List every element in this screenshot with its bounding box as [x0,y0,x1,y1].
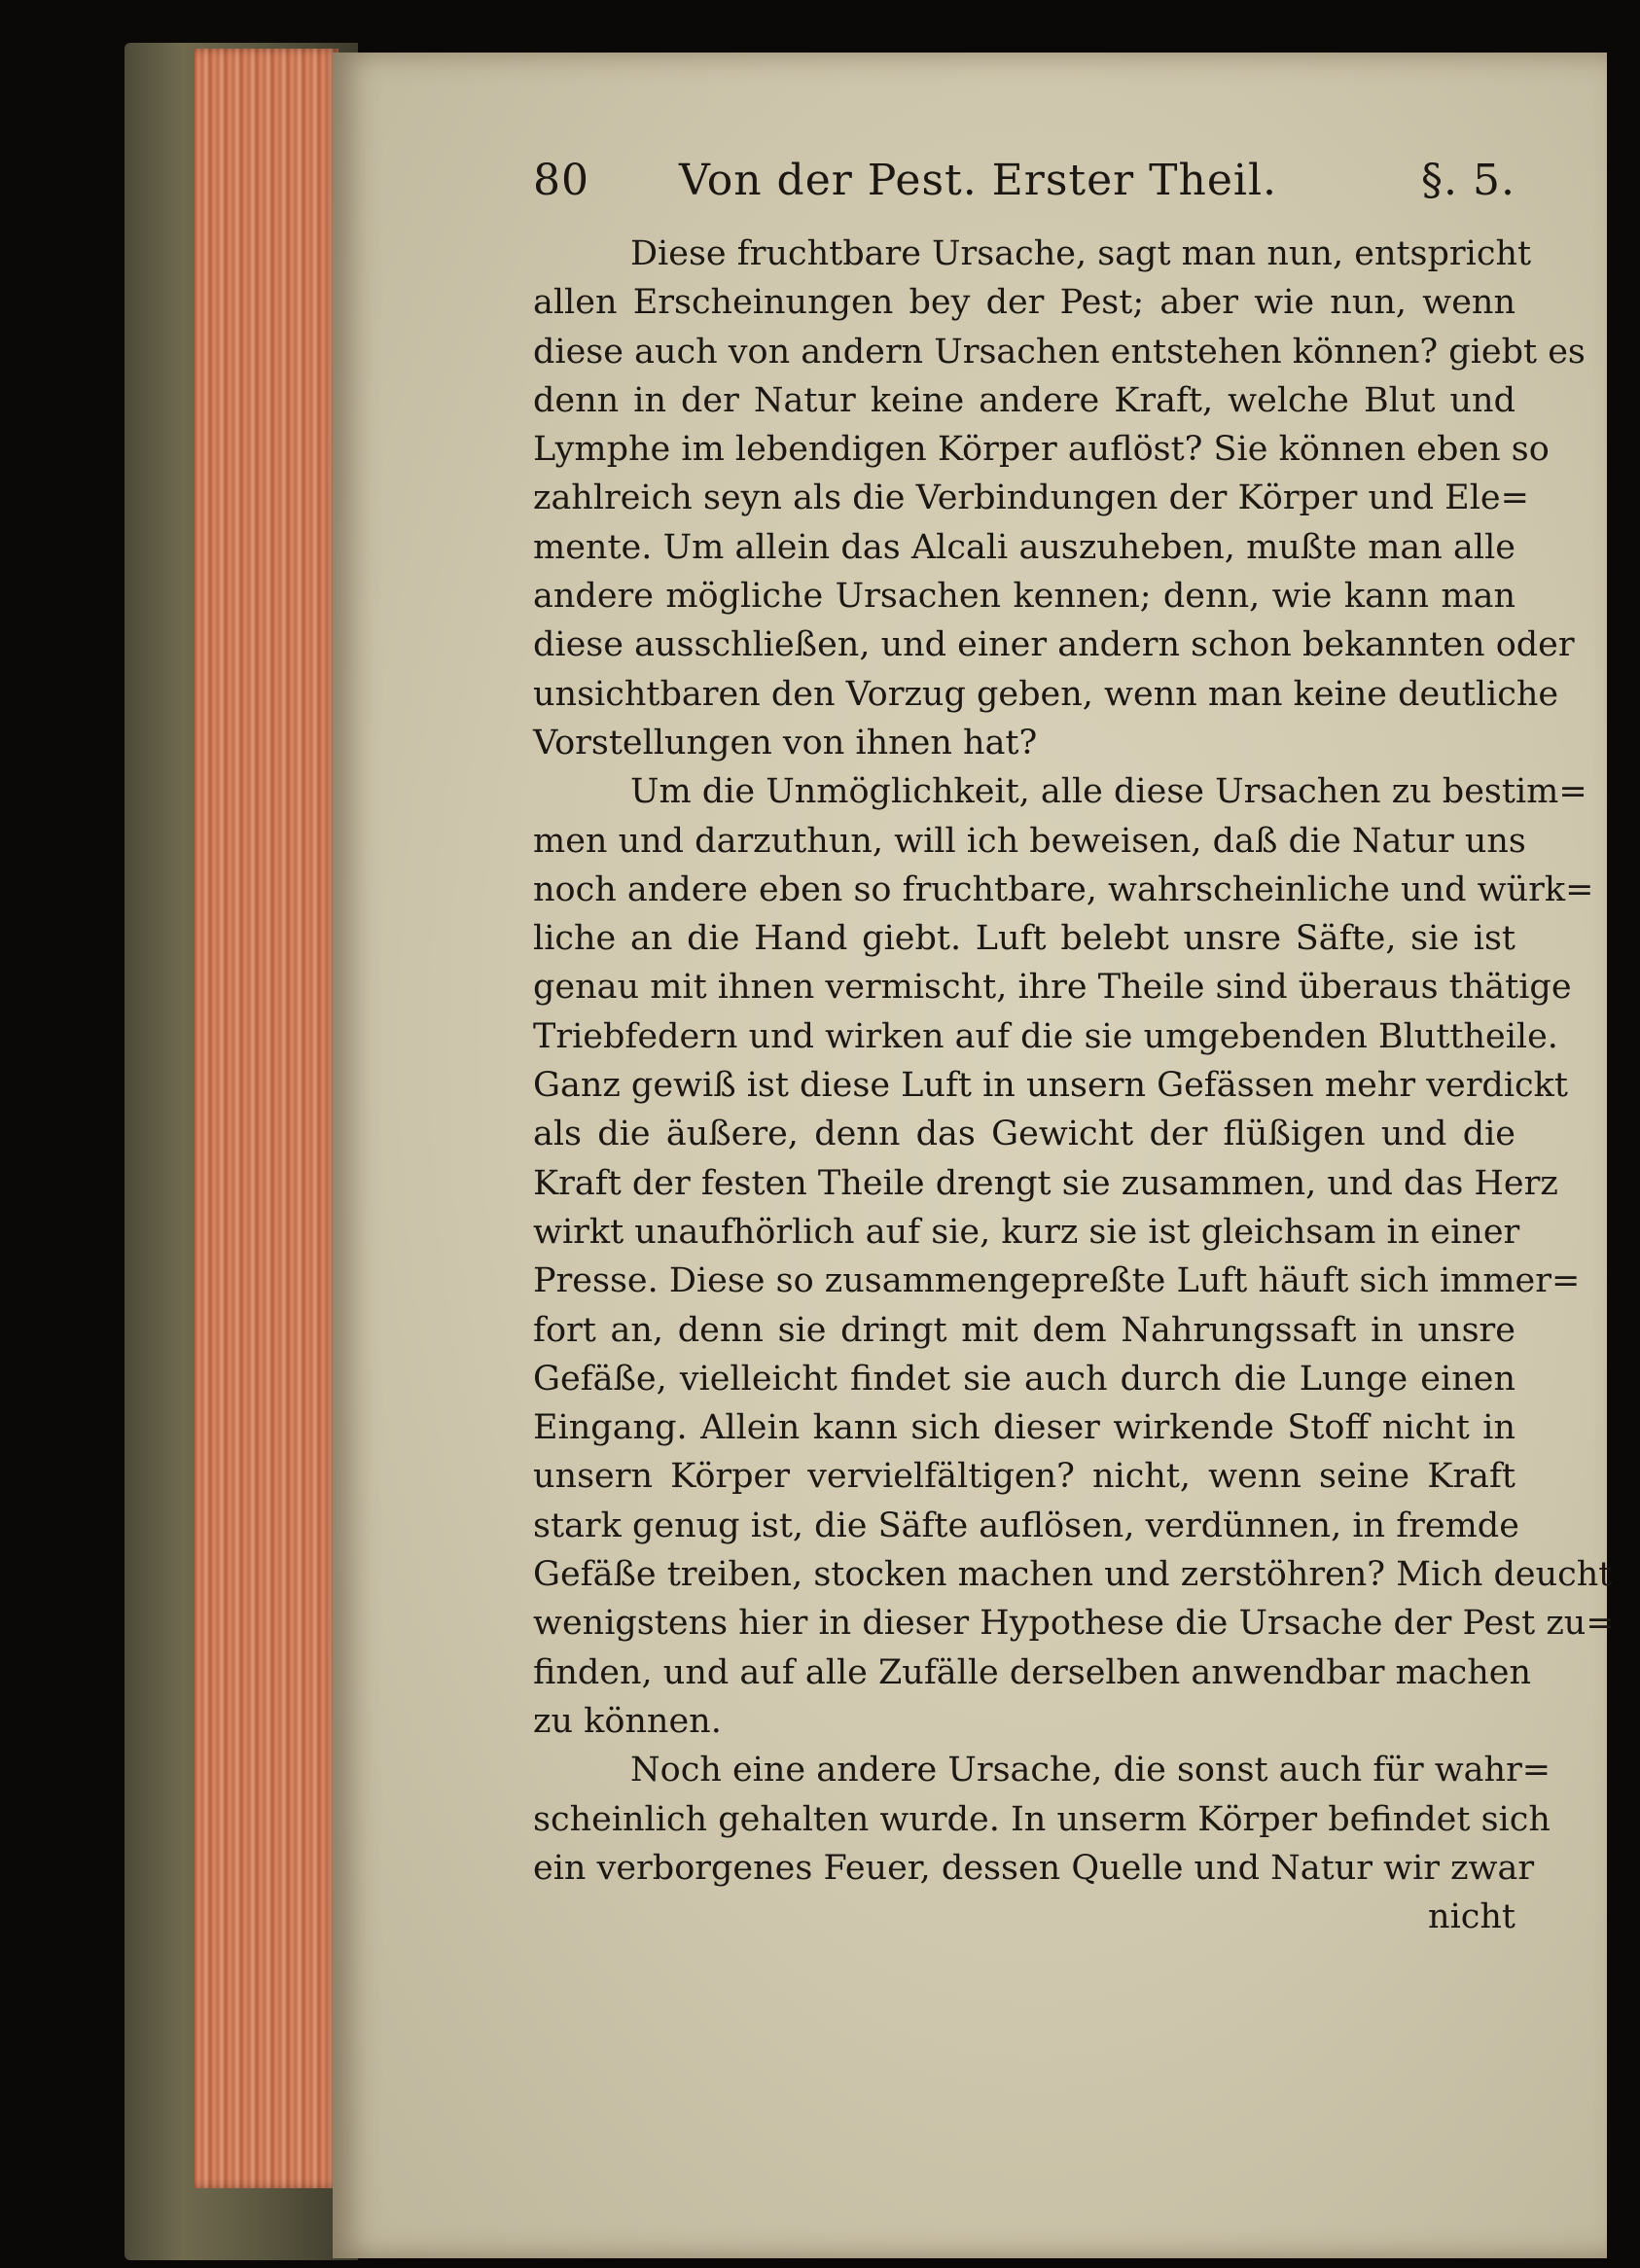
text-line: als die äußere, denn das Gewicht der flüßigen und die [533,1115,1515,1154]
text-line: finden, und auf alle Zufälle derselben anwendbar machen [533,1652,1532,1692]
text-line: zu können. [533,1701,722,1741]
text-line: unsichtbaren den Vorzug geben, wenn man keine deutliche [533,674,1559,714]
running-title: Von der Pest. Erster Theil. [679,156,1278,205]
running-head [533,156,1515,230]
text-line: diese ausschließen, und einer andern schon bekannten oder [533,625,1575,665]
page-number: 80 [533,156,589,205]
text-line: Lymphe im lebendigen Körper auflöst? Sie können eben so [533,430,1550,470]
text-line: allen Erscheinungen bey der Pest; aber wie nun, wenn [533,283,1515,323]
text-line: Diese fruchtbare Ursache, sagt man nun, entspricht [630,234,1532,273]
catchword: nicht [1428,1897,1515,1937]
text-line: wenigstens hier in dieser Hypothese die Ursache der Pest zu= [533,1604,1615,1644]
text-line: scheinlich gehalten wurde. In unserm Körper befindet sich [533,1799,1551,1839]
text-line: Eingang. Allein kann sich dieser wirkende Stoff nicht in [533,1408,1515,1448]
text-line: stark genug ist, die Säfte auflösen, verdünnen, in fremde [533,1506,1519,1545]
text-line: Vorstellungen von ihnen hat? [533,723,1038,762]
text-line: fort an, denn sie dringt mit dem Nahrungssaft in unsre [533,1310,1515,1350]
text-line: andere mögliche Ursachen kennen; denn, wie kann man [533,577,1515,617]
text-line: liche an die Hand giebt. Luft belebt unsre Säfte, sie ist [533,919,1515,959]
text-line: diese auch von andern Ursachen entstehen können? giebt es [533,332,1586,372]
body-text [533,230,1615,1941]
page-text [533,156,1615,1941]
text-line: Triebfedern und wirken auf die sie umgebenden Bluttheile. [533,1016,1558,1056]
text-line: wirkt unaufhörlich auf sie, kurz sie ist gleichsam in einer [533,1212,1520,1252]
text-line: ein verborgenes Feuer, dessen Quelle und Natur wir zwar [533,1848,1535,1888]
text-line: noch andere eben so fruchtbare, wahrscheinliche und würk= [533,869,1594,909]
text-line: Presse. Diese so zusammengepreßte Luft häuft sich immer= [533,1261,1581,1301]
text-line: denn in der Natur keine andere Kraft, welche Blut und [533,380,1515,420]
text-line: genau mit ihnen vermischt, ihre Theile sind überaus thätige [533,968,1572,1008]
text-line: Gefäße, vielleicht findet sie auch durch die Lunge einen [533,1359,1515,1399]
section-number: §. 5. [1421,156,1515,205]
text-line: Um die Unmöglichkeit, alle diese Ursachen zu bestim= [630,772,1587,812]
text-line: Ganz gewiß ist diese Luft in unsern Gefässen mehr verdickt [533,1066,1568,1106]
text-line: unsern Körper vervielfältigen? nicht, wenn seine Kraft [533,1457,1515,1497]
text-line: mente. Um allein das Alcali auszuheben, mußte man alle [533,527,1515,567]
page-edges [195,49,339,2188]
text-line: Gefäße treiben, stocken machen und zerstöhren? Mich deucht [533,1555,1613,1595]
text-line: Noch eine andere Ursache, die sonst auch für wahr= [630,1751,1551,1790]
text-line: zahlreich seyn als die Verbindungen der Körper und Ele= [533,478,1529,518]
text-line: Kraft der festen Theile drengt sie zusammen, und das Herz [533,1163,1558,1203]
text-line: men und darzuthun, will ich beweisen, daß die Natur uns [533,821,1526,861]
